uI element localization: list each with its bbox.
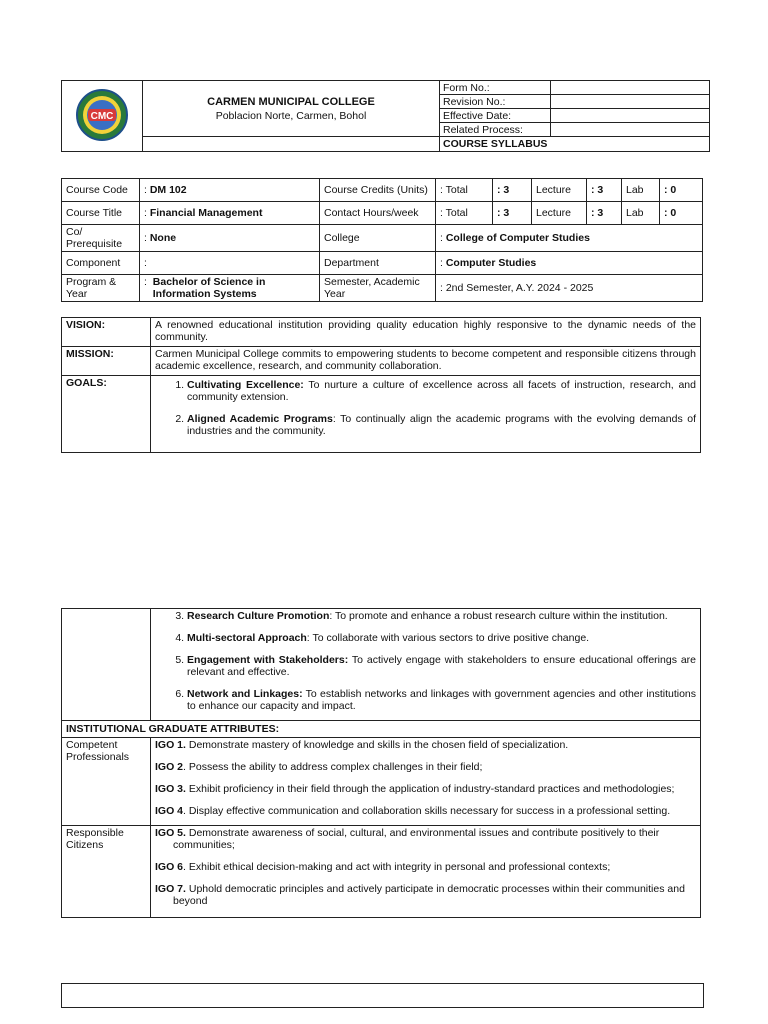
hours-lecture-label: Lecture xyxy=(532,202,587,225)
goals-list-continued xyxy=(155,610,696,712)
course-info-table xyxy=(61,178,703,302)
college-name: CARMEN MUNICIPAL COLLEGE xyxy=(207,95,375,108)
vision-text: A renowned educational institution providing quality education highly responsive to the dynamic needs of the community. xyxy=(151,318,701,347)
igo-item: IGO 7. Uphold democratic principles and actively participate in democratic processes within their communities and beyond xyxy=(155,883,685,907)
course-title-cell: : Financial Management xyxy=(140,202,320,225)
course-credits-label: Course Credits (Units) xyxy=(320,179,436,202)
college-logo-cell xyxy=(62,81,143,152)
program-label: Program & Year xyxy=(62,275,140,302)
program-cell: : Bachelor of Science in Information Systems xyxy=(140,275,320,302)
college-identity xyxy=(143,81,440,137)
credits-lab-value: : 0 xyxy=(660,179,703,202)
igo-item: IGO 5. Demonstrate awareness of social, cultural, and environmental issues and contribute positively to their communities; xyxy=(155,827,660,851)
goal-item: 2. Aligned Academic Programs: To continually align the academic programs with the evolving demands of industries and the community. xyxy=(187,413,696,437)
igo-item: IGO 3. Exhibit proficiency in their field through the application of industry-standard practices and methodologies; xyxy=(155,783,675,795)
credits-lecture-label: Lecture xyxy=(532,179,587,202)
department-label: Department xyxy=(320,252,436,275)
revision-no-label: Revision No.: xyxy=(440,95,551,109)
course-code-value: DM 102 xyxy=(149,184,187,196)
goals-label: GOALS: xyxy=(62,376,151,453)
goal-item: 4. Multi-sectoral Approach: To collaborate with various sectors to drive positive change. xyxy=(187,632,696,644)
college-label: College xyxy=(320,225,436,252)
course-code-label: Course Code xyxy=(62,179,140,202)
syllabus-header xyxy=(61,80,710,152)
component-cell: : xyxy=(140,252,320,275)
goal-item: 3. Research Culture Promotion: To promote and enhance a robust research culture within the institution. xyxy=(187,610,696,622)
hours-lab-value: : 0 xyxy=(660,202,703,225)
goals-continued-spacer xyxy=(62,609,151,721)
credits-lecture-value: : 3 xyxy=(587,179,622,202)
course-code-cell: : DM 102 xyxy=(140,179,320,202)
attribute-group-items xyxy=(151,738,701,826)
revision-no-value xyxy=(551,95,710,109)
attribute-group-name: Responsible Citizens xyxy=(62,826,151,918)
vision-mission-goals xyxy=(61,317,701,453)
mission-text: Carmen Municipal College commits to empowering students to become competent and responsible citizens through academic excellence, research, and community collaboration. xyxy=(151,347,701,376)
hours-lab-label: Lab xyxy=(622,202,660,225)
semester-cell: : 2nd Semester, A.Y. 2024 - 2025 xyxy=(436,275,703,302)
goals-and-attributes xyxy=(61,608,701,918)
college-seal-icon xyxy=(75,88,129,142)
igo-item: IGO 2. Possess the ability to address complex challenges in their field; xyxy=(155,761,483,773)
attribute-group-name: Competent Professionals xyxy=(62,738,151,826)
college-address: Poblacion Norte, Carmen, Bohol xyxy=(215,109,367,122)
hours-total-value: : 3 xyxy=(493,202,532,225)
contact-hours-label: Contact Hours/week xyxy=(320,202,436,225)
hours-lecture-value: : 3 xyxy=(587,202,622,225)
program-value: Bachelor of Science in Information Systems xyxy=(152,276,266,300)
semester-value: 2nd Semester, A.Y. 2024 - 2025 xyxy=(445,282,594,294)
attribute-group-items xyxy=(151,826,701,918)
credits-total-value: : 3 xyxy=(493,179,532,202)
college-cell: : College of Computer Studies xyxy=(436,225,703,252)
form-no-label: Form No.: xyxy=(440,81,551,95)
form-no-value xyxy=(551,81,710,95)
semester-label: Semester, Academic Year xyxy=(320,275,436,302)
igo-item: IGO 1. Demonstrate mastery of knowledge and skills in the chosen field of specialization. xyxy=(155,739,569,751)
related-process-label: Related Process: xyxy=(440,123,551,137)
header-spacer xyxy=(143,137,440,152)
effective-date-label: Effective Date: xyxy=(440,109,551,123)
mission-label: MISSION: xyxy=(62,347,151,376)
empty-table-box xyxy=(61,983,704,1008)
related-process-value xyxy=(551,123,710,137)
vision-label: VISION: xyxy=(62,318,151,347)
department-value: Computer Studies xyxy=(445,257,537,269)
prerequisite-label: Co/ Prerequisite xyxy=(62,225,140,252)
goals-list xyxy=(155,379,696,437)
course-title-value: Financial Management xyxy=(149,207,263,219)
course-title-label: Course Title xyxy=(62,202,140,225)
component-label: Component xyxy=(62,252,140,275)
goal-item: 6. Network and Linkages: To establish networks and linkages with government agencies and other institutions to enhance our capacity and impact. xyxy=(187,688,696,712)
goal-item: 5. Engagement with Stakeholders: To actively engage with stakeholders to ensure educational offerings are relevant and effective. xyxy=(187,654,696,678)
seal-lettering: CMC xyxy=(90,110,114,122)
department-cell: : Computer Studies xyxy=(436,252,703,275)
attributes-heading: INSTITUTIONAL GRADUATE ATTRIBUTES: xyxy=(62,721,701,738)
goals-continued-cell xyxy=(151,609,701,721)
goal-item: 1. Cultivating Excellence: To nurture a culture of excellence across all facets of instruction, research, and community extension. xyxy=(187,379,696,403)
college-value: College of Computer Studies xyxy=(445,232,590,244)
hours-total-label: : Total xyxy=(436,202,493,225)
credits-lab-label: Lab xyxy=(622,179,660,202)
igo-item: IGO 6. Exhibit ethical decision-making and act with integrity in personal and professional contexts; xyxy=(155,861,611,873)
goals-cell xyxy=(151,376,701,453)
effective-date-value xyxy=(551,109,710,123)
prerequisite-value: None xyxy=(149,232,177,244)
prerequisite-cell: : None xyxy=(140,225,320,252)
credits-total-label: : Total xyxy=(436,179,493,202)
document-type: COURSE SYLLABUS xyxy=(440,137,710,152)
igo-item: IGO 4. Display effective communication and collaboration skills necessary for success in a professional setting. xyxy=(155,805,671,817)
